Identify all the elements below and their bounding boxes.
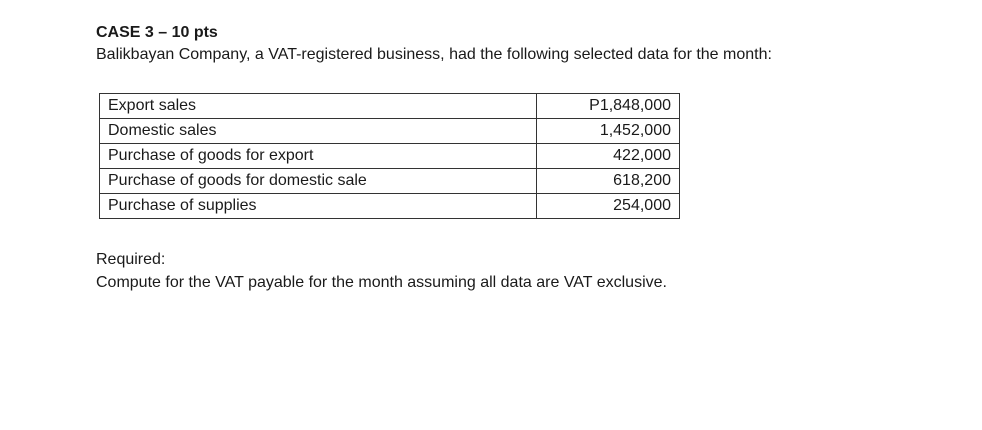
row-amount: P1,848,000 <box>537 94 680 119</box>
table-row <box>100 94 680 119</box>
table-row <box>100 194 680 219</box>
row-label: Purchase of supplies <box>100 194 537 219</box>
row-label: Purchase of goods for domestic sale <box>100 169 537 194</box>
table-row <box>100 119 680 144</box>
row-label: Domestic sales <box>100 119 537 144</box>
row-amount: 618,200 <box>537 169 680 194</box>
required-text: Compute for the VAT payable for the month assuming all data are VAT exclusive. <box>96 274 667 291</box>
row-amount: 422,000 <box>537 144 680 169</box>
case-title: CASE 3 – 10 pts <box>96 24 218 41</box>
table-row <box>100 144 680 169</box>
data-table <box>99 93 680 219</box>
row-amount: 1,452,000 <box>537 119 680 144</box>
table-row <box>100 169 680 194</box>
row-amount: 254,000 <box>537 194 680 219</box>
required-heading: Required: <box>96 251 166 268</box>
row-label: Purchase of goods for export <box>100 144 537 169</box>
required-section <box>96 248 667 294</box>
case-intro: Balikbayan Company, a VAT-registered business, had the following selected data for the month: <box>96 46 772 63</box>
row-label: Export sales <box>100 94 537 119</box>
case-document <box>96 22 956 291</box>
